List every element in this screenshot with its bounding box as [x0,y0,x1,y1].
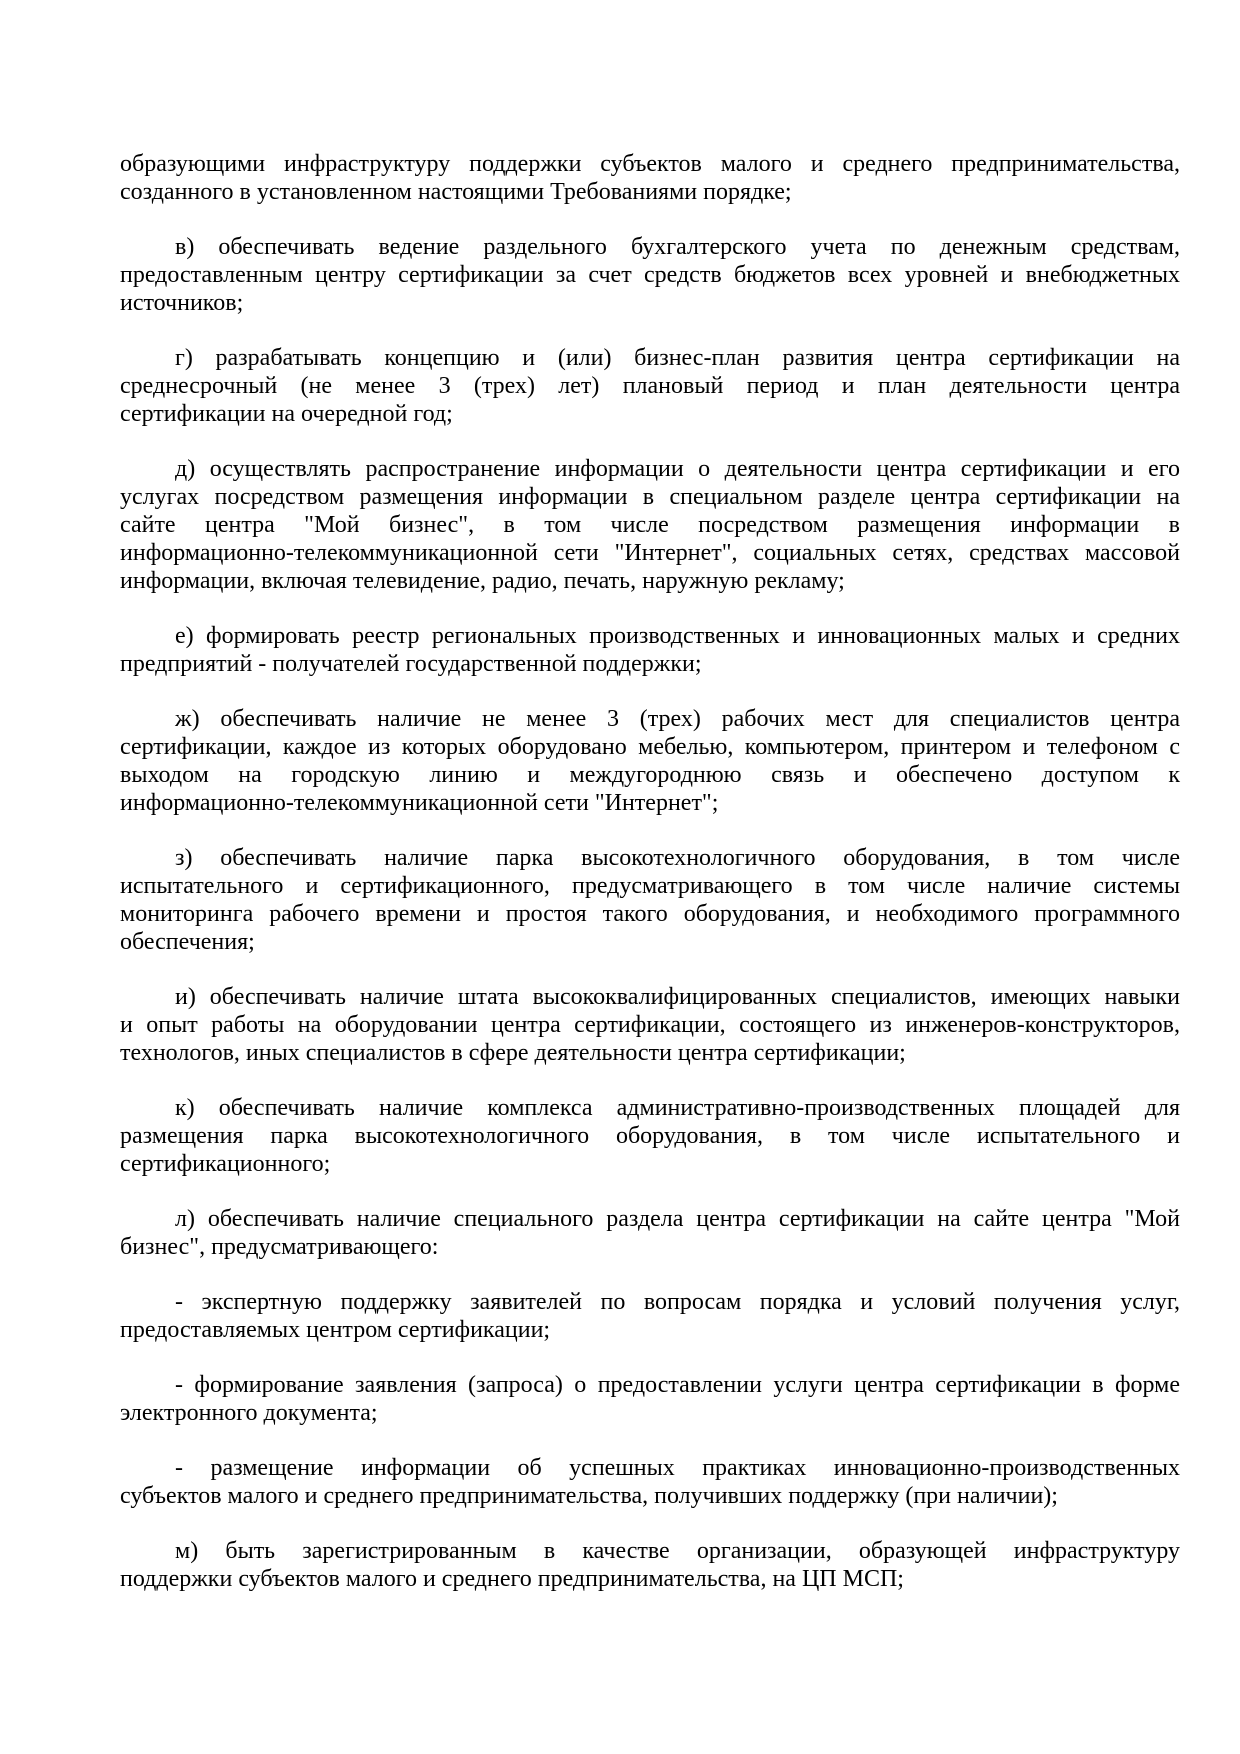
paragraph-line: созданного в установленном настоящими Требованиями порядке; [120,179,792,205]
paragraph-line: сертификационного; [120,1151,331,1177]
paragraph-line: образующими инфраструктуру поддержки субъектов малого и среднего предпринимательства, [120,151,1180,177]
paragraph-line: услугах посредством размещения информации в специальном разделе центра сертификации на [120,484,1180,510]
paragraph [120,150,1180,206]
paragraph-line: м) быть зарегистрированным в качестве организации, образующей инфраструктуру [175,1538,1180,1564]
paragraph-line: ж) обеспечивать наличие не менее 3 (трех) рабочих мест для специалистов центра [175,706,1180,732]
paragraph [120,1094,1180,1178]
paragraph-line: предоставляемых центром сертификации; [120,1317,551,1343]
paragraph [120,705,1180,817]
paragraph [120,1537,1180,1593]
paragraph-line: размещения парка высокотехнологичного оборудования, в том числе испытательного и [120,1123,1180,1149]
paragraph-line: д) осуществлять распространение информации о деятельности центра сертификации и его [175,456,1180,482]
paragraph-line: обеспечения; [120,929,255,955]
paragraph-line: субъектов малого и среднего предпринимательства, получивших поддержку (при наличии); [120,1483,1058,1509]
paragraph-line: информации, включая телевидение, радио, печать, наружную рекламу; [120,568,845,594]
paragraph-line: и опыт работы на оборудовании центра сертификации, состоящего из инженеров-конструкторов, [120,1012,1180,1038]
paragraph [120,455,1180,595]
document-page [120,150,1180,1620]
paragraph [120,1454,1180,1510]
paragraph-line: е) формировать реестр региональных производственных и инновационных малых и средних [175,623,1180,649]
paragraph-line: поддержки субъектов малого и среднего предпринимательства, на ЦП МСП; [120,1566,904,1592]
paragraph [120,233,1180,317]
paragraph-line: испытательного и сертификационного, предусматривающего в том числе наличие системы [120,873,1180,899]
paragraph [120,1288,1180,1344]
paragraph-line: мониторинга рабочего времени и простоя такого оборудования, и необходимого программного [120,901,1180,927]
paragraph-line: электронного документа; [120,1400,378,1426]
paragraph-line: - формирование заявления (запроса) о предоставлении услуги центра сертификации в форме [175,1372,1180,1398]
paragraph [120,1371,1180,1427]
paragraph-line: - экспертную поддержку заявителей по вопросам порядка и условий получения услуг, [175,1289,1180,1315]
paragraph-line: предоставленным центру сертификации за счет средств бюджетов всех уровней и внебюджетных [120,262,1180,288]
paragraph-line: г) разрабатывать концепцию и (или) бизнес-план развития центра сертификации на [175,345,1180,371]
paragraph-line: л) обеспечивать наличие специального раздела центра сертификации на сайте центра "Мой [175,1206,1180,1232]
paragraph-line: сертификации, каждое из которых оборудовано мебелью, компьютером, принтером и телефоном с [120,734,1180,760]
paragraph-line: бизнес", предусматривающего: [120,1234,439,1260]
paragraph [120,622,1180,678]
paragraph-line: среднесрочный (не менее 3 (трех) лет) плановый период и план деятельности центра [120,373,1180,399]
paragraph-line: и) обеспечивать наличие штата высококвалифицированных специалистов, имеющих навыки [175,984,1180,1010]
paragraph-line: информационно-телекоммуникационной сети "Интернет", социальных сетях, средствах массовой [120,540,1180,566]
paragraph [120,844,1180,956]
paragraph-line: сертификации на очередной год; [120,401,453,427]
paragraph-line: в) обеспечивать ведение раздельного бухгалтерского учета по денежным средствам, [175,234,1180,260]
paragraph-line: информационно-телекоммуникационной сети "Интернет"; [120,790,719,816]
paragraph-line: предприятий - получателей государственной поддержки; [120,651,702,677]
paragraph-line: технологов, иных специалистов в сфере деятельности центра сертификации; [120,1040,906,1066]
paragraph-line: выходом на городскую линию и междугороднюю связь и обеспечено доступом к [120,762,1180,788]
paragraph-line: - размещение информации об успешных практиках инновационно-производственных [175,1455,1180,1481]
paragraph [120,344,1180,428]
paragraph [120,1205,1180,1261]
paragraph [120,983,1180,1067]
paragraph-line: з) обеспечивать наличие парка высокотехнологичного оборудования, в том числе [175,845,1180,871]
paragraph-line: к) обеспечивать наличие комплекса административно-производственных площадей для [175,1095,1180,1121]
paragraph-line: источников; [120,290,244,316]
paragraph-line: сайте центра "Мой бизнес", в том числе посредством размещения информации в [120,512,1180,538]
